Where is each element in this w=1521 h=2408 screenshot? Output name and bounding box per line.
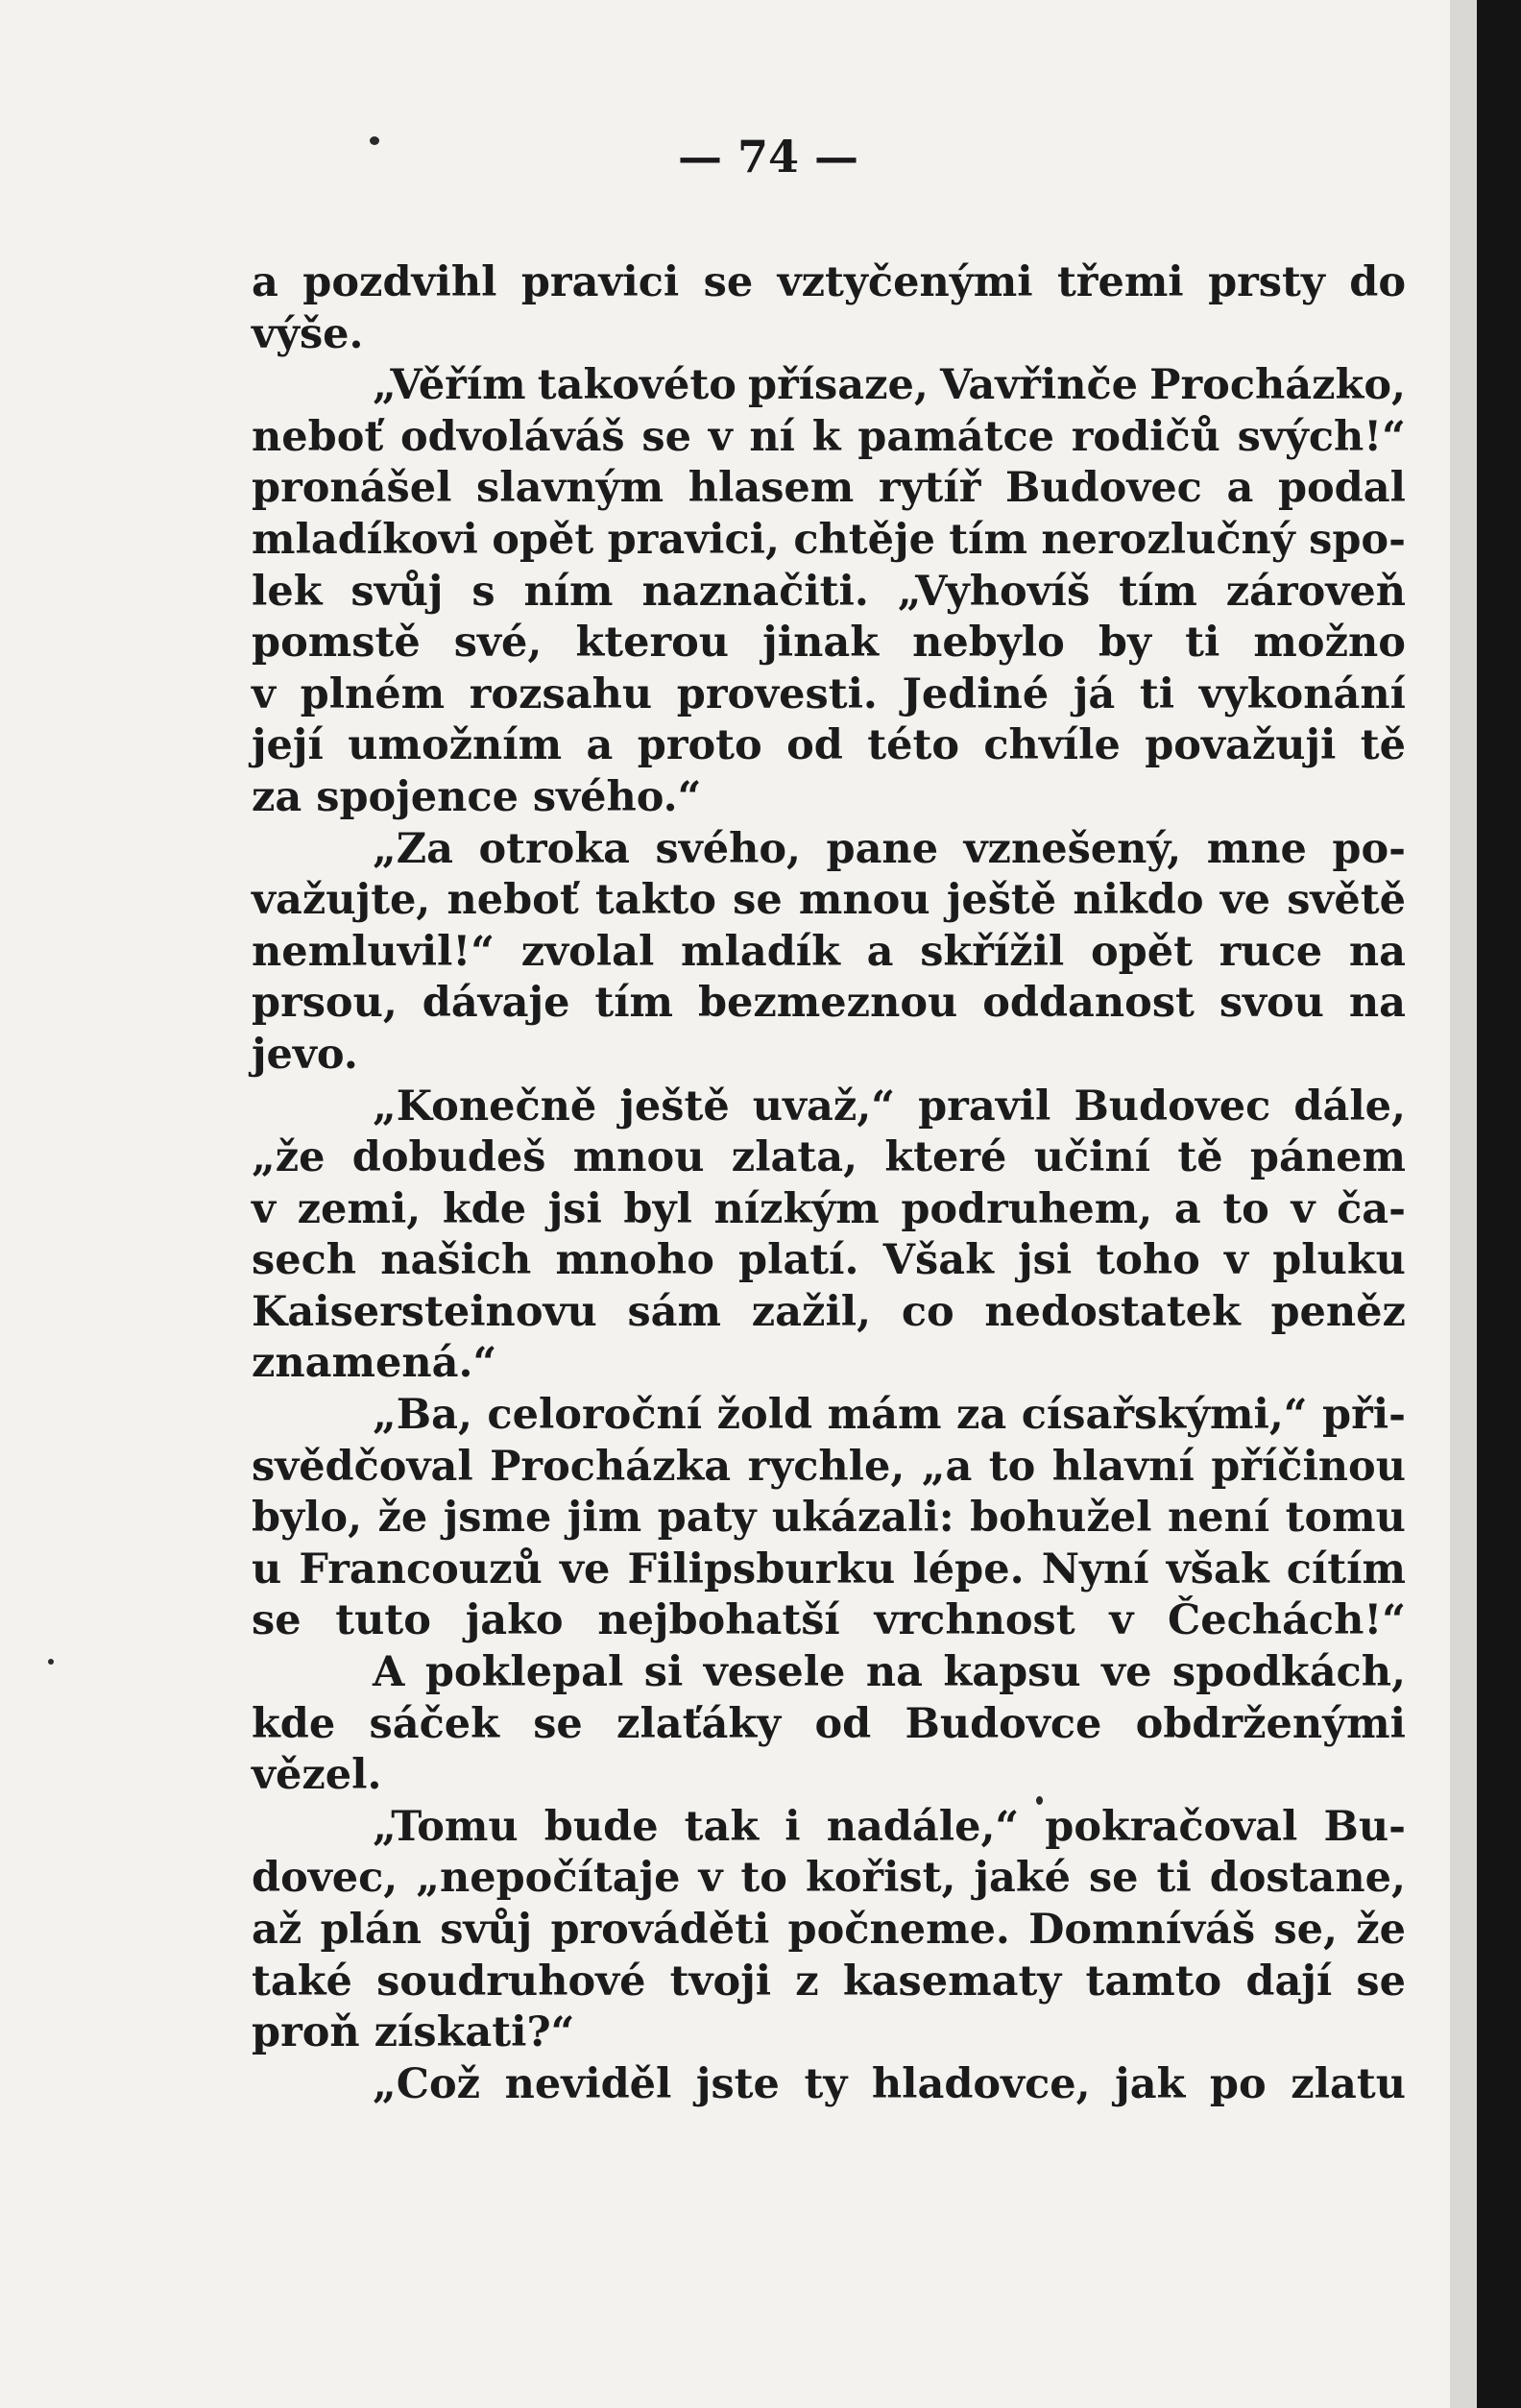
- word: takovéto: [537, 361, 736, 410]
- text-line: [252, 978, 1406, 1030]
- word: se: [733, 876, 783, 925]
- word: mám: [827, 1391, 942, 1440]
- word: nadále,“: [826, 1802, 1020, 1851]
- text-line: [252, 618, 1406, 669]
- word: slavným: [476, 464, 664, 513]
- word: pokračoval: [1045, 1802, 1298, 1851]
- word: tomu: [1285, 1494, 1406, 1543]
- print-speck: [370, 136, 379, 145]
- word: se,: [1273, 1906, 1338, 1954]
- word: od: [814, 1699, 872, 1748]
- text-line: vězel.: [252, 1751, 382, 1800]
- word: svůj: [350, 567, 444, 616]
- word: není: [1167, 1494, 1270, 1543]
- word: se: [641, 412, 691, 461]
- word: toho: [1096, 1236, 1200, 1285]
- word: tě: [1360, 721, 1406, 770]
- text-line: [252, 360, 1406, 412]
- word: v: [698, 1854, 723, 1903]
- word: této: [867, 721, 959, 770]
- word: ti: [1156, 1854, 1192, 1903]
- word: uvaž,“: [752, 1082, 896, 1131]
- word: našich: [380, 1236, 532, 1285]
- text-line: [252, 1699, 1406, 1751]
- word: Kaisersteinovu: [252, 1287, 597, 1336]
- word: pravici,: [607, 515, 780, 564]
- word: vesele: [703, 1648, 846, 1697]
- text-line: za spojence svého.“: [252, 772, 702, 821]
- text-line: proň získati?“: [252, 2008, 575, 2057]
- word: prsou,: [252, 979, 398, 1028]
- word: v: [252, 669, 276, 718]
- word: a: [586, 721, 614, 770]
- word: její: [252, 721, 324, 770]
- word: to: [988, 1442, 1036, 1491]
- word: takto: [594, 876, 716, 925]
- word: nejbohatší: [597, 1596, 840, 1645]
- word: se: [533, 1699, 583, 1748]
- word: bylo,: [252, 1494, 363, 1543]
- word: ve: [1101, 1648, 1152, 1697]
- text-line: [252, 1595, 1406, 1647]
- text-line: [252, 1184, 1406, 1236]
- word: pravici: [520, 258, 680, 306]
- word: provesti.: [676, 669, 878, 718]
- word: zlatu: [1291, 2059, 1406, 2108]
- word: ča-: [1337, 1184, 1406, 1233]
- word: svou: [1219, 979, 1324, 1028]
- word: Budovec: [1004, 464, 1202, 513]
- word: hlasem: [688, 464, 855, 513]
- word: a: [252, 258, 278, 306]
- word: v: [1109, 1596, 1134, 1645]
- word: od: [786, 721, 843, 770]
- word: mnoho: [555, 1236, 714, 1285]
- word: světě: [1287, 876, 1406, 925]
- word: „Věřím: [373, 361, 526, 410]
- word: i: [785, 1802, 801, 1851]
- word: tamto: [1085, 1957, 1222, 2006]
- word: počneme.: [787, 1906, 1010, 1954]
- word: „nepočítaje: [416, 1854, 681, 1903]
- word: celoroční: [487, 1391, 703, 1440]
- word: sech: [252, 1236, 357, 1285]
- word: že: [377, 1494, 428, 1543]
- text-line: [252, 567, 1406, 619]
- word: nízkým: [713, 1184, 880, 1233]
- word: ní: [749, 412, 796, 461]
- text-line: [252, 463, 1406, 515]
- word: rodičů: [1071, 412, 1220, 461]
- word: byl: [623, 1184, 692, 1233]
- page-number: — 74 —: [677, 131, 859, 182]
- word: mne: [1206, 824, 1307, 873]
- word: umožním: [348, 721, 563, 770]
- word: památce: [857, 412, 1054, 461]
- word: tím: [949, 515, 1027, 564]
- word: tím: [594, 979, 674, 1028]
- word: „Vyhovíš: [897, 567, 1091, 616]
- text-line: [252, 1082, 1406, 1133]
- word: nerozlučný: [1041, 515, 1295, 564]
- word: naznačiti.: [641, 567, 869, 616]
- word: sám: [627, 1287, 722, 1336]
- word: ve: [1219, 876, 1271, 925]
- word: kapsu: [943, 1648, 1081, 1697]
- word: jim: [567, 1494, 642, 1543]
- word: se: [252, 1596, 302, 1645]
- word: Však: [882, 1236, 994, 1285]
- word: hladovce,: [871, 2059, 1091, 2108]
- word: neboť: [447, 876, 579, 925]
- word: zlaťáky: [616, 1699, 782, 1748]
- word: važujte,: [252, 876, 431, 925]
- word: chtěje: [793, 515, 935, 564]
- word: kasematy: [842, 1957, 1062, 2006]
- word: na: [1348, 927, 1406, 976]
- word: které: [884, 1133, 1007, 1182]
- word: ruce: [1219, 927, 1323, 976]
- word: vztyčenými: [777, 258, 1033, 306]
- word: že: [1356, 1906, 1406, 1954]
- text-line: [252, 1957, 1406, 2008]
- text-line: [252, 720, 1406, 772]
- text-line: [252, 515, 1406, 567]
- word: příčinou: [1211, 1442, 1406, 1491]
- text-line: [252, 1545, 1406, 1596]
- word: pomstě: [252, 619, 421, 668]
- word: plném: [300, 669, 446, 718]
- word: skřížil: [920, 927, 1065, 976]
- word: ukázali:: [771, 1494, 954, 1543]
- word: své,: [453, 619, 543, 668]
- word: ve: [559, 1545, 611, 1593]
- text-line: znamená.“: [252, 1339, 497, 1388]
- word: nebylo: [912, 619, 1065, 668]
- text-line: [252, 1853, 1406, 1905]
- word: spodkách,: [1171, 1648, 1406, 1697]
- word: opět: [1090, 927, 1193, 976]
- word: „Což: [373, 2059, 481, 2108]
- word: bude: [543, 1802, 659, 1851]
- word: jsi: [547, 1184, 602, 1233]
- word: sáček: [369, 1699, 499, 1748]
- text-line: [252, 669, 1406, 721]
- word: pluku: [1272, 1236, 1406, 1285]
- word: dostane,: [1209, 1854, 1406, 1903]
- word: by: [1098, 619, 1151, 668]
- word: „Za: [373, 824, 453, 873]
- word: tím: [1119, 567, 1197, 616]
- word: svého,: [655, 824, 801, 873]
- text-line: [252, 824, 1406, 876]
- word: jsme: [443, 1494, 552, 1543]
- word: a: [866, 927, 894, 976]
- text-line: [252, 1132, 1406, 1184]
- text-line: [252, 1442, 1406, 1494]
- word: vznešený,: [963, 824, 1182, 873]
- word: při-: [1322, 1391, 1406, 1440]
- page-edge: [1450, 0, 1477, 2408]
- word: až: [252, 1906, 302, 1954]
- word: Bu-: [1323, 1802, 1406, 1851]
- word: dávaje: [422, 979, 570, 1028]
- text-line: [252, 1390, 1406, 1442]
- word: rychle,: [747, 1442, 905, 1491]
- word: kde: [442, 1184, 527, 1233]
- word: „a: [921, 1442, 973, 1491]
- word: po: [1209, 2059, 1267, 2108]
- word: vykonání: [1198, 669, 1406, 718]
- word: Procházko,: [1149, 361, 1406, 410]
- word: císařskými,“: [1021, 1391, 1308, 1440]
- binding-gap: [1477, 0, 1521, 2408]
- word: Čechách!“: [1168, 1596, 1406, 1645]
- word: svých!“: [1237, 412, 1406, 461]
- word: Budovec: [1074, 1082, 1271, 1131]
- word: pozdvihl: [302, 258, 497, 306]
- word: prsty: [1208, 258, 1325, 306]
- word: jsi: [1018, 1236, 1073, 1285]
- word: ty: [804, 2059, 848, 2108]
- word: odvoláváš: [399, 412, 625, 461]
- word: tě: [1177, 1133, 1223, 1182]
- word: do: [1349, 258, 1406, 306]
- word: dále,: [1293, 1082, 1406, 1131]
- word: co: [901, 1287, 954, 1336]
- word: po-: [1332, 824, 1406, 873]
- word: bohužel: [970, 1494, 1152, 1543]
- word: ještě: [946, 876, 1057, 925]
- word: tvoji: [669, 1957, 772, 2006]
- text-line: [252, 1802, 1406, 1854]
- word: mladík: [681, 927, 840, 976]
- word: to: [1222, 1184, 1269, 1233]
- word: mladíkovi: [252, 515, 478, 564]
- word: k: [811, 412, 841, 461]
- word: však: [1166, 1545, 1269, 1593]
- word: zemi,: [297, 1184, 422, 1233]
- word: pravil: [918, 1082, 1051, 1131]
- word: svůj: [440, 1906, 533, 1954]
- word: oddanost: [982, 979, 1195, 1028]
- word: bezmeznou: [697, 979, 958, 1028]
- word: pane: [826, 824, 939, 873]
- word: a: [1226, 464, 1254, 513]
- word: v: [708, 412, 733, 461]
- text-line: [252, 2059, 1406, 2111]
- word: rozsahu: [469, 669, 653, 718]
- text-line: [252, 257, 1406, 309]
- word: v: [1291, 1184, 1316, 1233]
- word: Budovce: [905, 1699, 1102, 1748]
- word: nikdo: [1073, 876, 1204, 925]
- word: neviděl: [504, 2059, 672, 2108]
- word: ti: [1139, 669, 1175, 718]
- word: učiní: [1033, 1133, 1151, 1182]
- word: „Ba,: [373, 1391, 472, 1440]
- word: zlata,: [731, 1133, 858, 1182]
- word: chvíle: [983, 721, 1121, 770]
- text-line: jevo.: [252, 1030, 358, 1079]
- word: ním: [523, 567, 614, 616]
- word: Filipsburku: [627, 1545, 896, 1593]
- word: dobudeš: [351, 1133, 546, 1182]
- word: a: [1173, 1184, 1201, 1233]
- word: se: [703, 258, 754, 306]
- word: jste: [695, 2059, 780, 2108]
- text-line: výše.: [252, 309, 364, 358]
- word: poklepal: [424, 1648, 624, 1697]
- word: možno: [1253, 619, 1406, 668]
- word: z: [795, 1957, 819, 2006]
- word: hlavní: [1051, 1442, 1195, 1491]
- word: Procházka: [490, 1442, 732, 1491]
- word: tuto: [335, 1596, 431, 1645]
- text-line: [252, 1493, 1406, 1545]
- print-speck: [48, 1659, 54, 1665]
- word: rytíř: [878, 464, 981, 513]
- word: s: [471, 567, 495, 616]
- word: proto: [637, 721, 762, 770]
- word: jaké: [974, 1854, 1071, 1903]
- word: jako: [465, 1596, 564, 1645]
- word: cítím: [1286, 1545, 1406, 1593]
- word: svědčoval: [252, 1442, 473, 1491]
- word: za: [955, 1391, 1007, 1440]
- word: podal: [1277, 464, 1406, 513]
- word: obdrženými: [1135, 1699, 1406, 1748]
- word: také: [252, 1957, 352, 2006]
- word: pánem: [1249, 1133, 1406, 1182]
- word: „Tomu: [373, 1802, 519, 1851]
- word: kořist,: [805, 1854, 956, 1903]
- word: nemluvil!“: [252, 927, 495, 976]
- word: považuji: [1145, 721, 1337, 770]
- word: u: [252, 1545, 282, 1593]
- word: ještě: [619, 1082, 730, 1131]
- body-text: [252, 257, 1406, 2110]
- word: ti: [1185, 619, 1220, 668]
- word: se: [1088, 1854, 1139, 1903]
- word: vrchnost: [874, 1596, 1075, 1645]
- word: „Konečně: [373, 1082, 597, 1131]
- text-line: [252, 412, 1406, 464]
- word: přísaze,: [748, 361, 929, 410]
- word: žold: [716, 1391, 813, 1440]
- text-line: [252, 1647, 1406, 1699]
- word: dovec,: [252, 1854, 398, 1903]
- text-line: [252, 875, 1406, 927]
- word: jinak: [762, 619, 879, 668]
- word: v: [252, 1184, 276, 1233]
- word: peněz: [1270, 1287, 1406, 1336]
- word: opět: [492, 515, 594, 564]
- word: paty: [657, 1494, 757, 1543]
- word: lépe.: [912, 1545, 1025, 1593]
- word: podruhem,: [901, 1184, 1153, 1233]
- word: kterou: [575, 619, 730, 668]
- text-line: [252, 1287, 1406, 1339]
- print-speck: [1036, 1796, 1043, 1805]
- word: to: [740, 1854, 787, 1903]
- word: Francouzů: [299, 1545, 543, 1593]
- word: plán: [320, 1906, 422, 1954]
- word: v: [1224, 1236, 1249, 1285]
- word: třemi: [1056, 258, 1184, 306]
- word: Jediné: [902, 669, 1050, 718]
- word: soudruhové: [376, 1957, 646, 2006]
- word: spo-: [1309, 515, 1406, 564]
- text-line: [252, 1905, 1406, 1957]
- word: A: [373, 1648, 405, 1697]
- word: na: [1348, 979, 1406, 1028]
- word: „že: [252, 1133, 326, 1182]
- word: se: [1356, 1957, 1406, 2006]
- word: mnou: [798, 876, 930, 925]
- word: lek: [252, 567, 323, 616]
- word: dají: [1245, 1957, 1333, 2006]
- word: prováděti: [550, 1906, 770, 1954]
- word: já: [1073, 669, 1116, 718]
- word: mnou: [572, 1133, 705, 1182]
- word: tak: [684, 1802, 760, 1851]
- word: zažil,: [751, 1287, 872, 1336]
- text-line: [252, 927, 1406, 979]
- word: na: [865, 1648, 923, 1697]
- word: kde: [252, 1699, 336, 1748]
- word: neboť: [252, 412, 384, 461]
- word: Vavřinče: [939, 361, 1139, 410]
- text-line: [252, 1235, 1406, 1287]
- word: Nyní: [1041, 1545, 1149, 1593]
- word: pronášel: [252, 464, 452, 513]
- word: jak: [1115, 2059, 1186, 2108]
- word: nedostatek: [984, 1287, 1241, 1336]
- word: zvolal: [520, 927, 655, 976]
- word: zároveň: [1225, 567, 1406, 616]
- word: platí.: [738, 1236, 859, 1285]
- word: Domníváš: [1028, 1906, 1256, 1954]
- word: si: [643, 1648, 684, 1697]
- word: otroka: [478, 824, 631, 873]
